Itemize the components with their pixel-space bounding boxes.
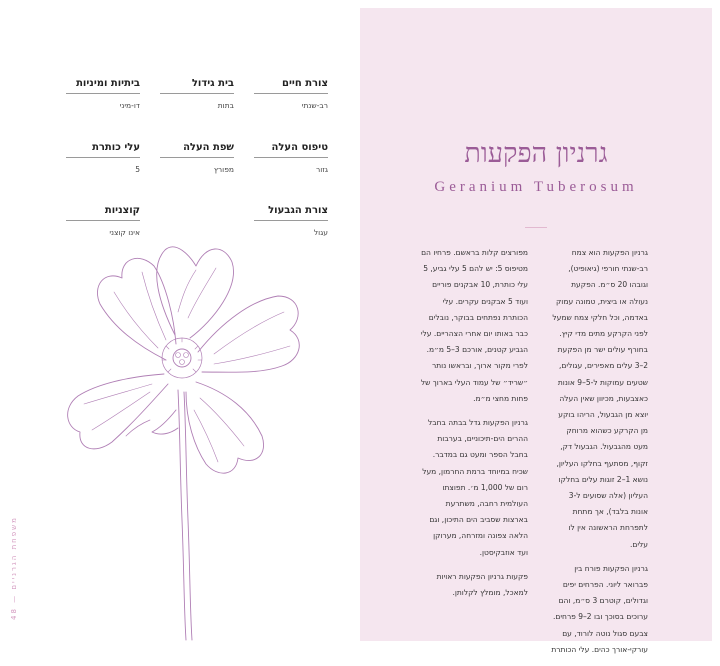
field-label: בית גידול xyxy=(160,78,234,94)
field-label: קוצניות xyxy=(66,205,140,221)
side-caption-text: משפחת הגרניים — 48 xyxy=(10,516,18,620)
flower-petal xyxy=(186,382,264,473)
field-label: טיפוס העלה xyxy=(254,142,328,158)
field-label: ביתיות ומיניות xyxy=(66,78,140,94)
field-sexuality xyxy=(66,78,140,110)
field-leaf-margin xyxy=(160,142,234,174)
flower-illustration xyxy=(55,236,300,641)
side-caption xyxy=(2,470,22,620)
flower-petal xyxy=(157,247,234,338)
field-value: בתות xyxy=(217,101,234,110)
field-label: שפת העלה xyxy=(160,142,234,158)
text-column-left xyxy=(420,245,528,609)
field-value: מפורץ xyxy=(213,165,234,174)
field-label: צורת חיים xyxy=(254,78,328,94)
field-value: רב-שנתי xyxy=(301,101,328,110)
field-value: 5 xyxy=(135,165,140,174)
field-label: עלי כותרת xyxy=(66,142,140,158)
field-value: אינו קוצני xyxy=(109,228,140,237)
flower-petal xyxy=(198,296,299,372)
field-stem-shape xyxy=(254,205,328,237)
field-label: צורת הגבעול xyxy=(254,205,328,221)
paragraph: גרניון הפקעות גדל בבתה בחבל ההרים הים-תיכוניים, בערבות בחבל הספר ומעט גם במדבר. שכיח במיוחד ברמת החרמון, מעל רום של 1,000 מ׳. תפוצתו העולמית רחבה, משתרעת בארצות שסביב הים התיכון, וגם הלאה צפונה ומזרחה, מערוקן ועד אוזבקיסטן. xyxy=(422,418,528,557)
flower-stem xyxy=(178,390,186,640)
flower-petal xyxy=(68,374,168,449)
text-column-right xyxy=(550,245,648,666)
latin-name: Geranium Tuberosum xyxy=(434,179,638,195)
right-page xyxy=(360,8,712,654)
paragraph: גרניון הפקעות פורח בין פברואר ליוני. הפרחים יפים וגדולים, קוטרם 3 ס״מ, והם ערוכים בסוכך ובו 2–9 פרחים. צבעם סגול נוטה לורוד, עם עורקי-אורך כהים. עלי הכותרת xyxy=(551,563,648,654)
title-divider xyxy=(525,227,547,228)
field-life-form xyxy=(254,78,328,110)
field-petals xyxy=(66,142,140,174)
paragraph: גרניון הפקעות הוא צמח רב-שנתי חורפי (גיאופיט), וגובהו 20 ס״מ. הפקעת נעולה או ביצית, טמונה עמוק באדמה, וכל חלקי צמח שמעל לפני הקרקע מתים מדי קיץ. בחורף עולים ישר מן הפקעת 2–3 עלים מאפירים, עגולים, שטעים עמוקות ל-5–9 אונות כאצבעות, מכיוון שאין העלה יוצא מן הגבעול, הריהו בוקע מן הקרקע כשהוא מרוחק מעט מהגבעול. הגבעול דק, זקוף, מסתעף בחלקו העליון, נושא 1–2 זוגות עלים בחלקו העליון (אלה שסועים ל-3 אונות בלבד), אך מתחת לתפרחת הראשונה אין לו עלים. xyxy=(552,248,648,549)
field-value: דו-מיני xyxy=(119,101,140,110)
field-value: גזור xyxy=(316,165,328,174)
field-leaf-type xyxy=(254,142,328,174)
paragraph: פקעות גרניון הפקעות ראויות למאכל, מומלץ לקלותן. xyxy=(436,571,528,598)
field-value: עגול xyxy=(313,228,328,237)
field-habitat xyxy=(160,78,234,110)
paragraph: מפורצים קלות בראשם. פרחיו הם מטיפוס 5: יש להם 5 עלי גביע, 5 עלי כותרת, 10 אבקנים פוריים ועוד 5 אבקנים עקרים. עלי הכותרת נפתחים בבוקר, נובלים כבר באותו יום אחרי הצהריים. עלי הגביע קטנים, אורכם 3–5 מ״מ. לפרי מקור ארוך, ובראשו נותר ״שריד״ של עמוד העלי בארוך של פחות מחצי מ״מ. xyxy=(420,248,528,403)
left-page xyxy=(0,0,360,649)
page-title: גרניון הפקעות xyxy=(464,138,608,169)
field-thorniness xyxy=(66,205,140,237)
